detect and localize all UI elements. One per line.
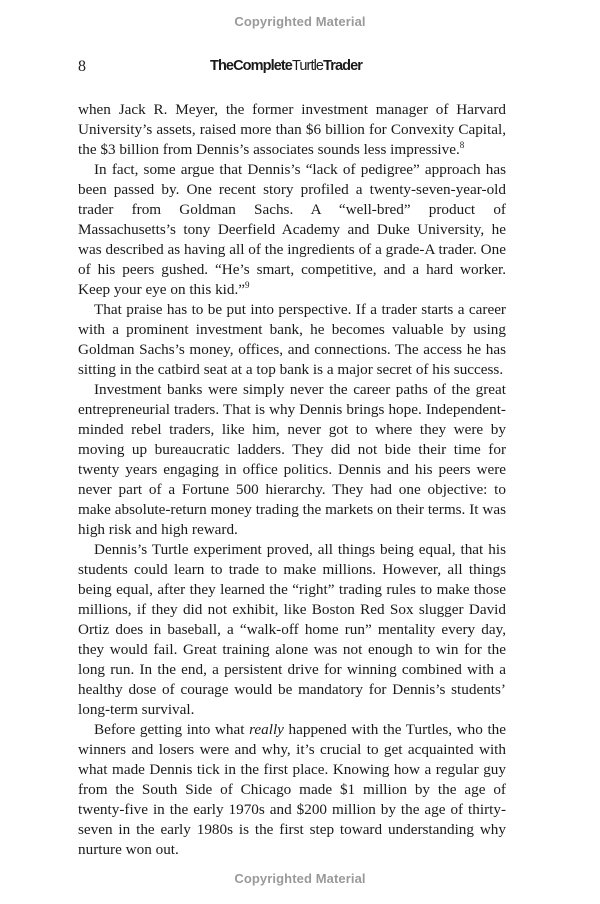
paragraph-text: happened with the Turtles, who the winners and losers were and why, it’s crucial to get acquainted with what made Dennis tick in the first place. Knowing how a regular guy from the South Side of Chicago made $1 million by the age of twenty-five in the early 1970s and $200 million by the age of thirty-seven in the early 1980s is the first step toward understanding why nurture won out.	[78, 721, 507, 858]
paragraph	[78, 160, 506, 300]
paragraph-text: In fact, some argue that Dennis’s “lack of pedigree” approach has been passed by. One recent story profiled a twenty-seven-year-old trader from Goldman Sachs. A “well-bred” product of Massachusetts’s tony Deerfield Academy and Duke University, he was described as having all of the ingredients of a grade-A trader. One of his peers gushed. “He’s smart, competitive, and a hard worker. Keep your eye on this kid.”	[78, 161, 506, 298]
footnote-ref: 9	[245, 280, 250, 290]
body-text	[78, 100, 506, 860]
copyright-watermark-bottom: Copyrighted Material	[234, 871, 366, 886]
book-title-part: Trader	[323, 58, 363, 74]
book-title-part: Turtle	[291, 58, 324, 74]
book-title	[210, 58, 362, 74]
paragraph	[78, 100, 506, 160]
copyright-watermark-top: Copyrighted Material	[234, 14, 366, 29]
paragraph-text: Investment banks were simply never the career paths of the great entrepreneurial traders. That is why Dennis brings hope. Independent-minded rebel traders, like him, never got to where they were by moving up bureaucratic ladders. They did not bide their time for twenty years engaging in office politics. Dennis and his peers were never part of a Fortune 500 hierarchy. They had one objective: to make absolute-return money trading the markets on their terms. It was high risk and high reward.	[78, 381, 506, 538]
footnote-ref: 8	[459, 140, 465, 150]
book-title-part: The	[210, 58, 234, 74]
paragraph	[78, 540, 506, 720]
paragraph-text: Before getting into what	[94, 721, 250, 738]
paragraph	[78, 300, 506, 380]
paragraph	[78, 720, 506, 860]
page-number: 8	[78, 58, 86, 75]
paragraph-text: Dennis’s Turtle experiment proved, all things being equal, that his students could learn to trade to make millions. However, all things being equal, after they learned the “right” trading rules to make those millions, if they did not exhibit, like Boston Red Sox slugger David Ortiz does in baseball, a “walk-off home run” mentality every day, they would fail. Great training alone was not enough to win for the long run. In the end, a persistent drive for winning combined with a healthy dose of courage would be mandatory for Dennis’s students’ long-term survival.	[78, 541, 506, 718]
paragraph-text: when Jack R. Meyer, the former investment manager of Harvard University’s assets, raised more than $6 billion for Convexity Capital, the $3 billion from Dennis’s associates sounds less impressive.	[78, 101, 506, 158]
emphasis-text: really	[249, 721, 284, 738]
book-title-part: Complete	[233, 58, 292, 74]
paragraph	[78, 380, 506, 540]
running-header	[78, 58, 506, 80]
paragraph-text: That praise has to be put into perspective. If a trader starts a career with a prominent investment bank, he becomes valuable by using Goldman Sachs’s money, offices, and connections. The access he has sitting in the catbird seat at a top bank is a major secret of his success.	[78, 301, 506, 378]
